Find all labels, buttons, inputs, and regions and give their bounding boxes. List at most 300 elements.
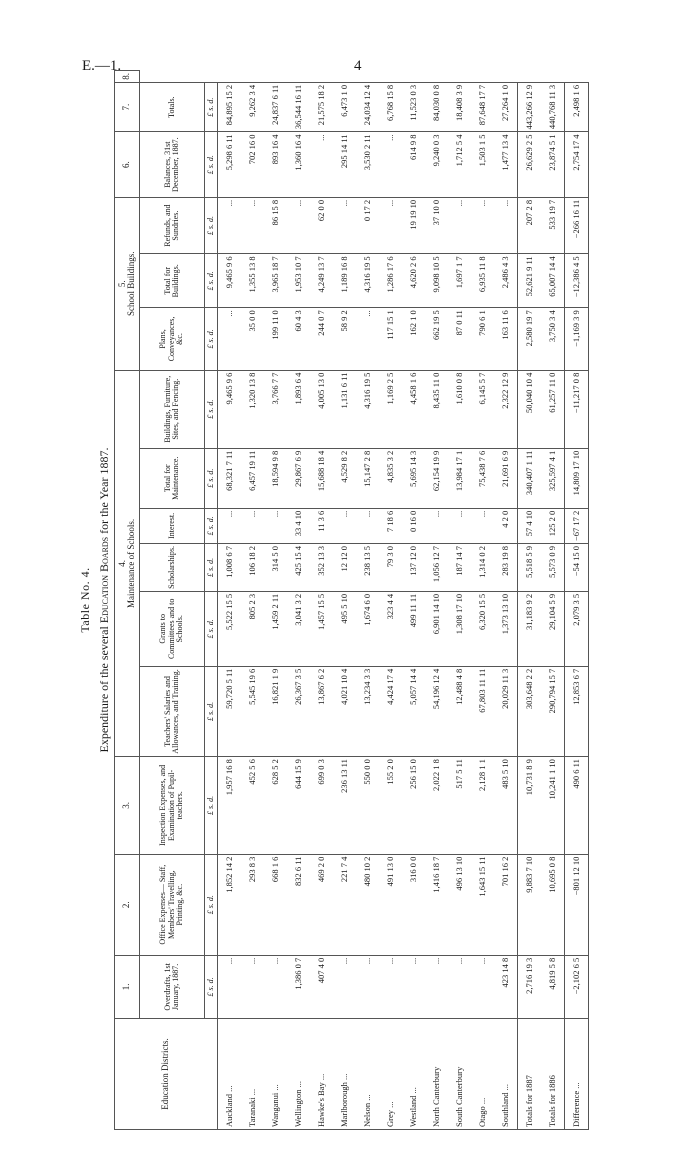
header-overdrafts: Overdrafts, 1st January, 1887.	[140, 955, 205, 1018]
table-subtitle	[97, 70, 112, 1130]
value-cell: 11,523 0 3	[402, 82, 425, 132]
value-cell: ...	[425, 508, 448, 543]
value-cell: 2,754 17 4	[565, 132, 589, 197]
value-cell: 10,695 0 8	[541, 854, 565, 955]
unit-cell: £ s. d.	[205, 955, 218, 1018]
value-cell: 20,029 11 3	[494, 666, 518, 756]
value-cell: 62,154 19 9	[425, 448, 448, 508]
expenditure-table	[114, 70, 589, 1130]
value-cell: 2,128 1 1	[471, 757, 494, 854]
value-cell: 221 7 4	[333, 854, 356, 955]
value-cell: 1,503 1 5	[471, 132, 494, 197]
colnum-8: 8.	[115, 71, 140, 83]
value-cell: 7 18 6	[379, 508, 402, 543]
value-cell: 425 15 4	[287, 544, 310, 592]
value-cell: 495 5 10	[333, 591, 356, 666]
value-cell: 4,620 2 6	[402, 254, 425, 308]
value-cell: ...	[333, 508, 356, 543]
value-cell: ...	[333, 197, 356, 254]
value-cell: 452 5 6	[241, 757, 264, 854]
page-number: 4	[354, 58, 362, 74]
value-cell: −266 16 11	[565, 197, 589, 254]
value-cell: 316 0 0	[402, 854, 425, 955]
value-cell: 9,262 3 4	[241, 82, 264, 132]
value-cell: 5,298 6 11	[218, 132, 242, 197]
value-cell: 9,465 9 6	[218, 254, 242, 308]
value-cell: 12 12 0	[333, 544, 356, 592]
value-cell: 3,750 3 4	[541, 308, 565, 370]
value-cell: ...	[356, 308, 379, 370]
table-row	[471, 71, 494, 1130]
value-cell: 2,716 19 3	[518, 955, 542, 1018]
value-cell: 5,057 14 4	[402, 666, 425, 756]
value-cell: 295 14 11	[333, 132, 356, 197]
value-cell: 2,498 1 6	[565, 82, 589, 132]
header-scholarships: Scholarships.	[140, 544, 205, 592]
value-cell: 162 1 0	[402, 308, 425, 370]
value-cell: 9,098 10 5	[425, 254, 448, 308]
header-inspection: Inspection Expenses, and Examination of Pupil-teachers.	[140, 757, 205, 854]
table-row	[356, 71, 379, 1130]
value-cell: 155 2 0	[379, 757, 402, 854]
value-cell: 5,695 14 3	[402, 448, 425, 508]
value-cell: 3,766 7 7	[264, 370, 287, 448]
value-cell: 4,021 10 4	[333, 666, 356, 756]
value-cell: 293 8 3	[241, 854, 264, 955]
value-cell: 1,610 0 8	[448, 370, 471, 448]
value-cell: 1,320 13 8	[241, 370, 264, 448]
table-row	[379, 71, 402, 1130]
value-cell: −11,217 0 8	[565, 370, 589, 448]
value-cell: 805 2 3	[241, 591, 264, 666]
header-office: Office Expenses— Staff, Members' Travelling, Printing, &c.	[140, 854, 205, 955]
value-cell: 2,022 1 8	[425, 757, 448, 854]
value-cell: ...	[356, 955, 379, 1018]
unit-cell: £ s. d.	[205, 666, 218, 756]
value-cell: ...	[287, 197, 310, 254]
value-cell: 2,079 3 5	[565, 591, 589, 666]
value-cell: 4,005 13 0	[310, 370, 333, 448]
table-row	[241, 71, 264, 1130]
header-balances: Balances, 31st December, 1887.	[140, 132, 205, 197]
value-cell: 1,674 6 0	[356, 591, 379, 666]
value-cell: 84,030 0 8	[425, 82, 448, 132]
value-cell: 340,407 1 11	[518, 448, 542, 508]
table-title: Table No. 4.	[78, 567, 92, 633]
value-cell: 236 13 11	[333, 757, 356, 854]
district-cell: Totals for 1887	[518, 1019, 542, 1130]
value-cell: 9,465 9 6	[218, 370, 242, 448]
value-cell: 4,316 19 5	[356, 254, 379, 308]
unit-row	[205, 71, 218, 1130]
value-cell: 4,316 19 5	[356, 370, 379, 448]
value-cell: 701 16 2	[494, 854, 518, 955]
value-cell: 3,965 18 7	[264, 254, 287, 308]
value-cell: 491 13 0	[379, 854, 402, 955]
value-cell: 60 4 3	[287, 308, 310, 370]
header-teachers: Teachers' Salaries and Allowances, and Training.	[140, 666, 205, 756]
table-row	[402, 71, 425, 1130]
colnum-2: 2.	[115, 854, 140, 955]
table-row	[218, 71, 242, 1130]
header-interest: Interest.	[140, 508, 205, 543]
value-cell: 1,457 15 5	[310, 591, 333, 666]
value-cell: −2,102 6 5	[565, 955, 589, 1018]
value-cell: −12,386 4 5	[565, 254, 589, 308]
value-cell: ...	[356, 508, 379, 543]
value-cell: ...	[264, 508, 287, 543]
value-cell: 117 15 1	[379, 308, 402, 370]
value-cell: 1,286 17 6	[379, 254, 402, 308]
value-cell: 33 4 10	[287, 508, 310, 543]
value-cell: 702 16 0	[241, 132, 264, 197]
value-cell: 13,984 17 1	[448, 448, 471, 508]
value-cell: 3,041 3 2	[287, 591, 310, 666]
unit-cell: £ s. d.	[205, 854, 218, 955]
value-cell: 480 10 2	[356, 854, 379, 955]
value-cell: 54,196 12 4	[425, 666, 448, 756]
value-cell: 1,459 2 11	[264, 591, 287, 666]
value-cell: 699 0 3	[310, 757, 333, 854]
value-cell: 314 5 0	[264, 544, 287, 592]
value-cell: 1,308 17 10	[448, 591, 471, 666]
value-cell: 36,544 16 11	[287, 82, 310, 132]
colnum-5	[115, 197, 140, 370]
value-cell: 37 10 0	[425, 197, 448, 254]
value-cell: 352 13 3	[310, 544, 333, 592]
value-cell: 12,853 6 7	[565, 666, 589, 756]
header-total-maintenance: Total for Maintenance.	[140, 448, 205, 508]
value-cell: 84,895 15 2	[218, 82, 242, 132]
table-row	[494, 71, 518, 1130]
value-cell: 13,867 6 2	[310, 666, 333, 756]
value-cell: 75,438 7 6	[471, 448, 494, 508]
value-cell: ...	[425, 955, 448, 1018]
value-cell: 12,488 4 8	[448, 666, 471, 756]
value-cell: 4,424 17 4	[379, 666, 402, 756]
colnum-6: 6.	[115, 132, 140, 197]
value-cell: 50,040 10 4	[518, 370, 542, 448]
value-cell: −67 17 2	[565, 508, 589, 543]
value-cell: 1,712 5 4	[448, 132, 471, 197]
district-cell: Wanganui ...	[264, 1019, 287, 1130]
table-row	[287, 71, 310, 1130]
value-cell: 423 14 8	[494, 955, 518, 1018]
value-cell: ...	[471, 197, 494, 254]
value-cell: 1,416 18 7	[425, 854, 448, 955]
table-caption	[70, 70, 112, 1130]
value-cell: 9,883 7 10	[518, 854, 542, 955]
value-cell: ...	[379, 955, 402, 1018]
value-cell: ...	[218, 308, 242, 370]
value-cell: 29,104 5 9	[541, 591, 565, 666]
value-cell: 4,458 1 6	[402, 370, 425, 448]
value-cell: 303,648 2 2	[518, 666, 542, 756]
table-row	[541, 71, 565, 1130]
value-cell: 21,575 18 2	[310, 82, 333, 132]
value-cell: 199 11 0	[264, 308, 287, 370]
value-cell: 1,643 15 11	[471, 854, 494, 955]
value-cell: 4,529 8 2	[333, 448, 356, 508]
value-cell: ...	[448, 197, 471, 254]
value-cell: ...	[448, 508, 471, 543]
value-cell: 6,901 14 10	[425, 591, 448, 666]
value-cell: ...	[218, 955, 242, 1018]
value-cell: 1,893 6 4	[287, 370, 310, 448]
value-cell: 1,697 1 7	[448, 254, 471, 308]
value-cell: 517 5 11	[448, 757, 471, 854]
table-row	[448, 71, 471, 1130]
district-cell: Difference ...	[565, 1019, 589, 1130]
value-cell: ...	[241, 197, 264, 254]
value-cell: 668 1 6	[264, 854, 287, 955]
value-cell: 440,768 11 3	[541, 82, 565, 132]
value-cell: 65,007 14 4	[541, 254, 565, 308]
value-cell: 163 11 6	[494, 308, 518, 370]
value-cell: 58 9 2	[333, 308, 356, 370]
value-cell: 57 4 10	[518, 508, 542, 543]
value-cell: 1,131 6 11	[333, 370, 356, 448]
colnum-1: 1.	[115, 955, 140, 1018]
value-cell: ...	[448, 955, 471, 1018]
value-cell: 187 14 7	[448, 544, 471, 592]
value-cell: 0 17 2	[356, 197, 379, 254]
value-cell: 533 19 7	[541, 197, 565, 254]
value-cell: 61,257 11 0	[541, 370, 565, 448]
group-buildings: School Buildings.	[126, 251, 136, 317]
district-cell: Hawke's Bay ...	[310, 1019, 333, 1130]
district-cell: Nelson ...	[356, 1019, 379, 1130]
value-cell: 662 19 5	[425, 308, 448, 370]
value-cell: 323 4 4	[379, 591, 402, 666]
header-district: Education Districts.	[115, 1019, 218, 1130]
table-row	[264, 71, 287, 1130]
value-cell: 68,321 7 11	[218, 448, 242, 508]
value-cell: ...	[379, 132, 402, 197]
table-row	[310, 71, 333, 1130]
value-cell: 10,241 1 10	[541, 757, 565, 854]
value-cell: 6,145 5 7	[471, 370, 494, 448]
value-cell: 1,386 0 7	[287, 955, 310, 1018]
value-cell: 1,169 2 5	[379, 370, 402, 448]
value-cell: ...	[218, 508, 242, 543]
unit-cell: £ s. d.	[205, 197, 218, 254]
value-cell: 6,935 11 8	[471, 254, 494, 308]
value-cell: ...	[471, 508, 494, 543]
colnum-4	[115, 370, 140, 757]
value-cell: 490 6 11	[565, 757, 589, 854]
value-cell: 2,486 4 3	[494, 254, 518, 308]
value-cell: ...	[310, 132, 333, 197]
value-cell: 24,034 12 4	[356, 82, 379, 132]
value-cell: ...	[494, 197, 518, 254]
value-cell: ...	[402, 955, 425, 1018]
value-cell: 443,266 12 9	[518, 82, 542, 132]
value-cell: 2,322 12 9	[494, 370, 518, 448]
value-cell: 614 9 8	[402, 132, 425, 197]
colnum-5-number: 5.	[116, 280, 127, 288]
table-row	[425, 71, 448, 1130]
unit-cell: £ s. d.	[205, 82, 218, 132]
value-cell: 11 3 6	[310, 508, 333, 543]
value-cell: 125 2 0	[541, 508, 565, 543]
value-cell: 290,794 15 7	[541, 666, 565, 756]
value-cell: 18,594 9 8	[264, 448, 287, 508]
subtitle-suffix: for the Year 1887.	[97, 447, 111, 534]
table-row	[565, 71, 589, 1130]
value-cell: 5,522 15 5	[218, 591, 242, 666]
value-cell: 6,768 15 8	[379, 82, 402, 132]
value-cell: 4,819 5 8	[541, 955, 565, 1018]
header-totals: Totals.	[140, 82, 205, 132]
value-cell: ...	[264, 955, 287, 1018]
district-cell: North Canterbury	[425, 1019, 448, 1130]
value-cell: 499 11 11	[402, 591, 425, 666]
value-cell: 15,688 18 4	[310, 448, 333, 508]
unit-cell: £ s. d.	[205, 132, 218, 197]
subtitle-boards: Education Boards	[97, 536, 111, 624]
value-cell: 6,473 1 0	[333, 82, 356, 132]
unit-cell: £ s. d.	[205, 591, 218, 666]
value-cell: 29,867 6 9	[287, 448, 310, 508]
value-cell: 67,803 11 11	[471, 666, 494, 756]
value-cell: 6,457 19 11	[241, 448, 264, 508]
value-cell: 4,835 3 2	[379, 448, 402, 508]
district-cell: Grey ...	[379, 1019, 402, 1130]
value-cell: 137 12 0	[402, 544, 425, 592]
value-cell: ...	[379, 197, 402, 254]
value-cell: 35 0 0	[241, 308, 264, 370]
value-cell: 23,874 5 1	[541, 132, 565, 197]
value-cell: 1,008 6 7	[218, 544, 242, 592]
value-cell: ...	[241, 955, 264, 1018]
district-cell: Taranaki ...	[241, 1019, 264, 1130]
value-cell: 27,264 1 0	[494, 82, 518, 132]
district-cell: South Canterbury	[448, 1019, 471, 1130]
value-cell: 1,355 13 8	[241, 254, 264, 308]
district-cell: Southland ...	[494, 1019, 518, 1130]
value-cell: 550 0 0	[356, 757, 379, 854]
unit-cell: £ s. d.	[205, 757, 218, 854]
value-cell: 5,518 5 9	[518, 544, 542, 592]
value-cell: ...	[471, 955, 494, 1018]
table-row	[333, 71, 356, 1130]
unit-cell: £ s. d.	[205, 254, 218, 308]
value-cell: 106 18 2	[241, 544, 264, 592]
unit-cell: £ s. d.	[205, 370, 218, 448]
value-cell: 1,189 16 8	[333, 254, 356, 308]
value-cell: 283 19 8	[494, 544, 518, 592]
header-grants: Grants to Committees and to Schools.	[140, 591, 205, 666]
district-cell: Wellington ...	[287, 1019, 310, 1130]
value-cell: 79 3 0	[379, 544, 402, 592]
value-cell: 3,530 2 11	[356, 132, 379, 197]
value-cell: 52,621 9 11	[518, 254, 542, 308]
value-cell: ...	[241, 508, 264, 543]
value-cell: 644 15 9	[287, 757, 310, 854]
value-cell: 5,545 19 6	[241, 666, 264, 756]
unit-cell: £ s. d.	[205, 544, 218, 592]
value-cell: 5,573 0 9	[541, 544, 565, 592]
table-row	[518, 71, 542, 1130]
district-cell: Otago ...	[471, 1019, 494, 1130]
value-cell: 469 2 0	[310, 854, 333, 955]
value-cell: 407 4 0	[310, 955, 333, 1018]
header-total-buildings: Total for Buildings.	[140, 254, 205, 308]
value-cell: 893 16 4	[264, 132, 287, 197]
value-cell: 207 2 8	[518, 197, 542, 254]
value-cell: 1,314 0 2	[471, 544, 494, 592]
value-cell: 483 5 10	[494, 757, 518, 854]
value-cell: 1,953 10 7	[287, 254, 310, 308]
value-cell: 21,691 6 9	[494, 448, 518, 508]
value-cell: 2,580 19 7	[518, 308, 542, 370]
value-cell: 1,056 12 7	[425, 544, 448, 592]
value-cell: 14,809 17 10	[565, 448, 589, 508]
value-cell: 62 0 0	[310, 197, 333, 254]
value-cell: 86 15 8	[264, 197, 287, 254]
unit-cell: £ s. d.	[205, 448, 218, 508]
group-maintenance: Maintenance of Schools.	[126, 518, 136, 609]
value-cell: 0 16 0	[402, 508, 425, 543]
value-cell: 18,408 3 9	[448, 82, 471, 132]
table-body	[218, 71, 589, 1130]
value-cell: −801 12 10	[565, 854, 589, 955]
value-cell: 31,183 9 2	[518, 591, 542, 666]
value-cell: ...	[218, 197, 242, 254]
rotated-table-region	[70, 70, 630, 1130]
value-cell: 1,957 16 8	[218, 757, 242, 854]
value-cell: 1,373 13 10	[494, 591, 518, 666]
value-cell: 26,367 3 5	[287, 666, 310, 756]
value-cell: 9,240 0 3	[425, 132, 448, 197]
value-cell: 496 13 10	[448, 854, 471, 955]
unit-cell: £ s. d.	[205, 508, 218, 543]
value-cell: 59,720 5 11	[218, 666, 242, 756]
value-cell: 325,597 4 1	[541, 448, 565, 508]
value-cell: 1,477 13 4	[494, 132, 518, 197]
value-cell: 26,629 2 5	[518, 132, 542, 197]
value-cell: 87 0 11	[448, 308, 471, 370]
value-cell: 790 6 1	[471, 308, 494, 370]
value-cell: 832 6 11	[287, 854, 310, 955]
value-cell: 4,249 13 7	[310, 254, 333, 308]
district-cell: Auckland ...	[218, 1019, 242, 1130]
value-cell: 256 15 0	[402, 757, 425, 854]
value-cell: 16,821 1 9	[264, 666, 287, 756]
subtitle-prefix: Expenditure of the several	[97, 626, 111, 753]
value-cell: 24,837 6 11	[264, 82, 287, 132]
district-cell: Totals for 1886	[541, 1019, 565, 1130]
value-cell: −54 15 0	[565, 544, 589, 592]
value-cell: ...	[333, 955, 356, 1018]
value-cell: 10,731 8 9	[518, 757, 542, 854]
value-cell: 8,435 11 0	[425, 370, 448, 448]
value-cell: 238 13 5	[356, 544, 379, 592]
header-buildings: Buildings, Furniture, Sites, and Fencing.	[140, 370, 205, 448]
value-cell: 13,234 3 3	[356, 666, 379, 756]
header-refunds: Refunds, and Sundries.	[140, 197, 205, 254]
header-plans: Plans, Conveyances, &c.	[140, 308, 205, 370]
value-cell: 87,648 17 7	[471, 82, 494, 132]
colnum-3: 3.	[115, 757, 140, 854]
colnum-7: 7.	[115, 82, 140, 132]
colnum-4-number: 4.	[116, 560, 127, 567]
value-cell: 244 0 7	[310, 308, 333, 370]
value-cell: 4 2 0	[494, 508, 518, 543]
value-cell: 1,360 16 4	[287, 132, 310, 197]
district-cell: Marlborough ...	[333, 1019, 356, 1130]
